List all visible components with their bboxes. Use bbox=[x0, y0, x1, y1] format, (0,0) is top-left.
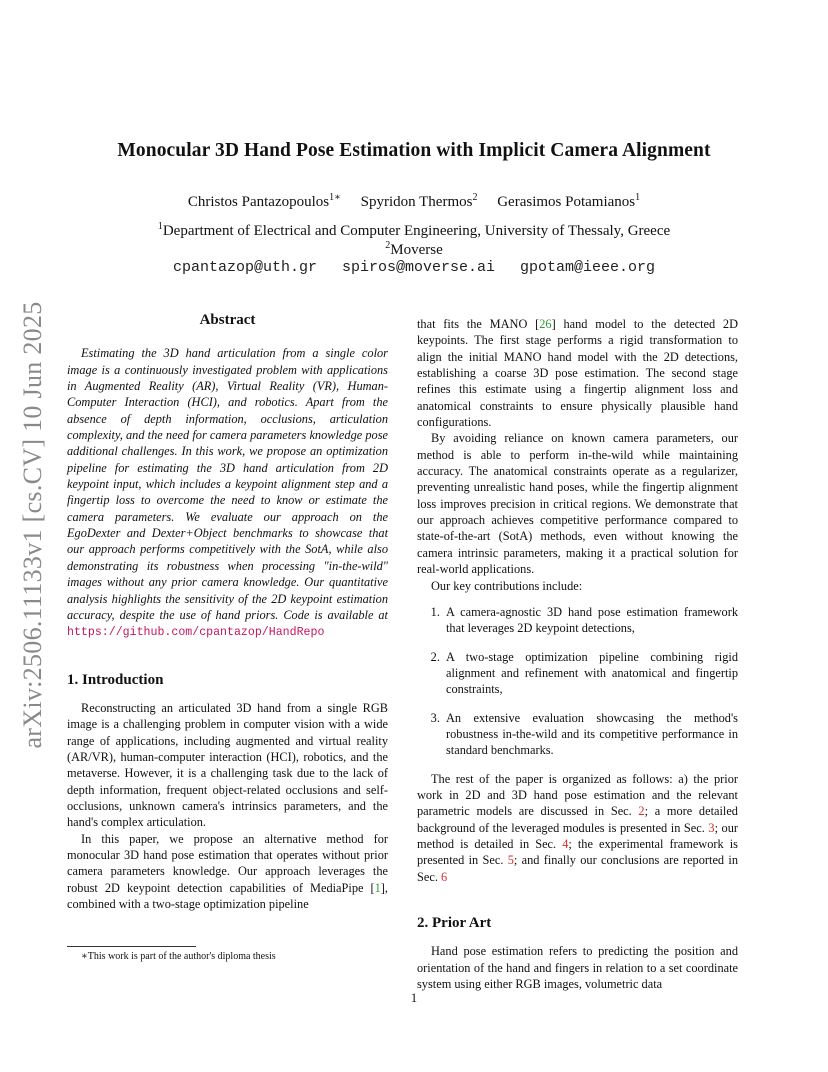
affiliation-1: $^1$Department of Electrical and Computer Engineering, University of Thessaly, Greece bbox=[157, 221, 671, 239]
abstract-heading: Abstract bbox=[199, 312, 256, 328]
email-3[interactable]: gpotam@ieee.org bbox=[520, 259, 656, 276]
prior-art-heading: 2. Prior Art bbox=[417, 915, 492, 931]
contributions-list bbox=[417, 604, 738, 759]
author-list bbox=[0, 192, 828, 211]
citation-link[interactable]: 26 bbox=[539, 317, 552, 331]
intro-paragraph-1: Reconstructing an articulated 3D hand from a single RGB image is a challenging problem in computer vision with a wide range of applications, including augmented and virtual reality (AR/VR), human-computer interaction (HCI), robotics, and the metaverse. However, it is a challenging task due to the lack of depth information, frequent object-related occlusions and self-occlusions, unknown camera's intrinsics parameters, and the hand's complex articulation. bbox=[67, 700, 388, 830]
page-title: Monocular 3D Hand Pose Estimation with Implicit Camera Alignment bbox=[117, 140, 711, 161]
intro-paragraph-5: The rest of the paper is organized as follows: a) the prior work in 2D and 3D hand pose estimation and the relevant parametric models are discussed in Sec. 2; a more detailed background of the leveraged modules is presented in Sec. 3; our method is detailed in Sec. 4; the experimental framework is presented in Sec. 5; and finally our conclusions are reported in Sec. 6 bbox=[417, 771, 738, 884]
list-item: 2. A two-stage optimization pipeline combining rigid alignment and refinement with anatomical and fingertip constraints, bbox=[443, 649, 738, 698]
citation-link[interactable]: 1 bbox=[374, 880, 381, 895]
code-link[interactable]: https://github.com/cpantazop/HandRepo bbox=[67, 626, 325, 640]
section-ref-link[interactable]: 4 bbox=[562, 836, 569, 851]
email-1[interactable]: cpantazop@uth.gr bbox=[172, 259, 317, 276]
author-2: Spyridon Thermos$^2$ bbox=[360, 192, 478, 210]
section-ref-link[interactable]: 5 bbox=[507, 853, 514, 868]
arxiv-stamp: arXiv:2506.11133v1 [cs.CV] 10 Jun 2025 bbox=[18, 301, 47, 749]
intro-paragraph-4: Our key contributions include: bbox=[431, 578, 583, 593]
right-column bbox=[417, 316, 738, 992]
list-item: 3. An extensive evaluation showcasing the method's robustness in-the-wild and its competitive performance in standard benchmarks. bbox=[443, 710, 738, 759]
left-column bbox=[67, 312, 388, 912]
abstract-text: Estimating the 3D hand articulation from a single color image is a continuously investigated problem with applications in Augmented Reality (AR), Virtual Reality (VR), Human-Computer Interaction (HCI), and robotics. Apart from the absence of depth information, occlusions, articulation complexity, and the need for camera parameters knowledge pose additional challenges. In this work, we propose an optimization pipeline for estimating the 3D hand articulation from 2D keypoint input, which includes a keypoint alignment step and a fingertip loss to overcome the need to know or estimate the camera parameters. We evaluate our approach on the EgoDexter and Dexter+Object benchmarks to showcase that our approach performs competitively with the SotA, while also demonstrating its robustness when processing "in-the-wild" images without any prior camera knowledge. Our quantitative analysis highlights the sensitivity of the 2D keypoint estimation accuracy, despite the use of hand priors. Code is available at https://github.com/cpantazop/HandRepo bbox=[67, 346, 388, 640]
section-ref-link[interactable]: 2 bbox=[638, 804, 645, 819]
footnote: ∗This work is part of the author's diploma thesis bbox=[81, 951, 276, 962]
page-number: 1 bbox=[410, 991, 418, 1005]
affiliation-2: $^2$Moverse bbox=[385, 240, 443, 258]
continued-paragraph: that fits the MANO [26] hand model to the detected 2D keypoints. The first stage performs a rigid transformation to align the initial MANO hand model with the 2D detections, establishing a coarse 3D pose estimation. The second stage refines this estimate using a fingertip alignment loss and anatomical constraints to ensure physically plausible hand configurations. bbox=[417, 317, 739, 430]
list-item: 1. A camera-agnostic 3D hand pose estimation framework that leverages 2D keypoint detections, bbox=[443, 604, 738, 637]
author-1: Christos Pantazopoulos$^{1∗}$ bbox=[187, 192, 341, 210]
prior-art-paragraph-1: Hand pose estimation refers to predicting the position and orientation of the hand and fingers in relation to a set coordinate system using either RGB images, volumetric data bbox=[417, 944, 738, 992]
intro-paragraph-3: By avoiding reliance on known camera parameters, our method is able to perform in-the-wild while maintaining accuracy. The anatomical constraints operate as a regularizer, preventing unrealistic hand poses, while the fingertip alignment loss improves precision in critical regions. We demonstrate that our approach achieves competitive performance compared to state-of-the-art (SotA) methods, even without knowing the camera intrinsic parameters, making it a practical solution for real-world applications. bbox=[417, 431, 738, 577]
intro-paragraph-2: In this paper, we propose an alternative method for monocular 3D hand pose estimation that operates without prior camera parameters knowledge. Our approach leverages the robust 2D keypoint detection capabilities of MediaPipe [1], combined with a two-stage optimization pipeline bbox=[67, 831, 388, 911]
email-list bbox=[0, 259, 828, 276]
section-ref-link[interactable]: 3 bbox=[708, 820, 715, 835]
email-2[interactable]: spiros@moverse.ai bbox=[341, 259, 496, 276]
author-3: Gerasimos Potamianos$^1$ bbox=[497, 192, 641, 210]
section-ref-link[interactable]: 6 bbox=[441, 869, 448, 884]
footnote-rule bbox=[67, 946, 196, 947]
introduction-heading: 1. Introduction bbox=[67, 671, 164, 688]
